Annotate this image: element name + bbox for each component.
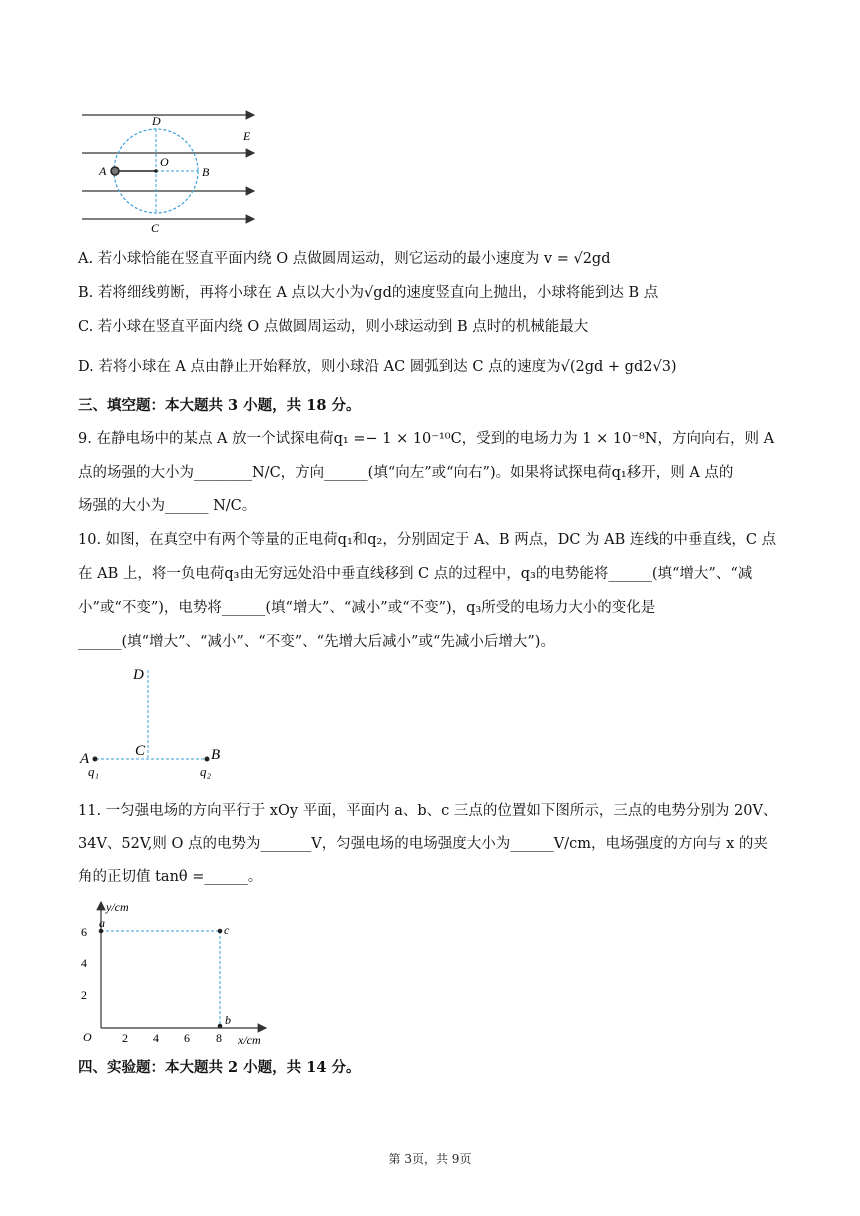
label-C: C — [151, 221, 160, 235]
q11-line-1: 11. 一匀强电场的方向平行于 xOy 平面，平面内 a、b、c 三点的位置如下图所示，三点的电势分别为 20V、 — [78, 803, 778, 819]
charge-B — [205, 757, 210, 762]
x-tick-6: 6 — [184, 1031, 190, 1045]
label-B2: B — [211, 747, 221, 763]
figure-circle-field — [78, 108, 268, 238]
q8-option-a: A. 若小球恰能在竖直平面内绕 O 点做圆周运动，则它运动的最小速度为 v = √2gd — [78, 251, 611, 267]
label-D2: D — [133, 667, 144, 683]
label-q2: q₂ — [200, 764, 212, 779]
figure-xoy-points — [78, 896, 278, 1048]
x-axis-label: x/cm — [238, 1033, 261, 1047]
label-D: D — [152, 114, 161, 128]
ball-A — [111, 167, 119, 175]
q11-line-3: 角的正切值 tanθ =______。 — [78, 869, 263, 885]
q11-line-2: 34V、52V,则 O 点的电势为_______V，匀强电场的电场强度大小为______V/cm，电场强度的方向与 x 的夹 — [78, 836, 768, 852]
figure-two-charges — [78, 662, 228, 782]
q9-line-3: 场强的大小为______ N/C。 — [78, 498, 257, 514]
label-B: B — [202, 165, 210, 179]
q9-line-1: 9. 在静电场中的某点 A 放一个试探电荷q₁ =− 1 × 10⁻¹⁰C，受到的电场力为 1 × 10⁻⁸N，方向向右，则 A — [78, 431, 775, 447]
section4-heading: 四、实验题：本大题共 2 小题，共 14 分。 — [78, 1059, 361, 1076]
origin-label: O — [83, 1030, 92, 1044]
q8-option-b: B. 若将细线剪断，再将小球在 A 点以大小为√gd的速度竖直向上抛出，小球将能到达 B 点 — [78, 285, 659, 301]
label-E: E — [243, 129, 251, 143]
label-C2: C — [135, 743, 146, 759]
q9-line-2: 点的场强的大小为________N/C，方向______(填“向左”或“向右”)。如果将试探电荷q₁移开，则 A 点的 — [78, 465, 734, 481]
label-c: c — [224, 923, 230, 937]
point-O — [154, 169, 158, 173]
q8-option-c: C. 若小球在竖直平面内绕 O 点做圆周运动，则小球运动到 B 点时的机械能最大 — [78, 319, 589, 335]
y-axis-label: y/cm — [106, 900, 129, 914]
q8-option-d: D. 若将小球在 A 点由静止开始释放，则小球沿 AC 圆弧到达 C 点的速度为√(2gd + gd2√3) — [78, 359, 677, 375]
label-q1: q₁ — [88, 764, 100, 779]
point-c — [218, 929, 223, 934]
label-A2: A — [80, 751, 90, 767]
x-tick-8: 8 — [216, 1031, 222, 1045]
q10-line-2: 在 AB 上，将一负电荷q₃由无穷远处沿中垂直线移到 C 点的过程中，q₃的电势能将______(填“增大”、“减 — [78, 566, 753, 582]
label-a: a — [99, 916, 105, 930]
point-b — [218, 1024, 223, 1029]
charge-A — [93, 757, 98, 762]
label-b: b — [225, 1013, 231, 1027]
x-tick-4: 4 — [153, 1031, 159, 1045]
q10-line-1: 10. 如图，在真空中有两个等量的正电荷q₁和q₂，分别固定于 A、B 两点，DC 为 AB 连线的中垂直线，C 点 — [78, 532, 777, 548]
q10-line-3: 小”或“不变”)，电势将______(填“增大”、“减小”或“不变”)，q₃所受的电场力大小的变化是 — [78, 600, 656, 616]
q10-line-4: ______(填“增大”、“减小”、“不变”、“先增大后减小”或“先减小后增大”)。 — [78, 634, 555, 650]
y-tick-2: 2 — [81, 988, 87, 1002]
y-tick-4: 4 — [81, 956, 87, 970]
x-tick-2: 2 — [122, 1031, 128, 1045]
section3-heading: 三、填空题：本大题共 3 小题，共 18 分。 — [78, 397, 361, 414]
label-O: O — [160, 155, 169, 169]
y-tick-6: 6 — [81, 925, 87, 939]
page-footer: 第 3页，共 9页 — [388, 1152, 472, 1166]
label-A: A — [99, 164, 107, 178]
